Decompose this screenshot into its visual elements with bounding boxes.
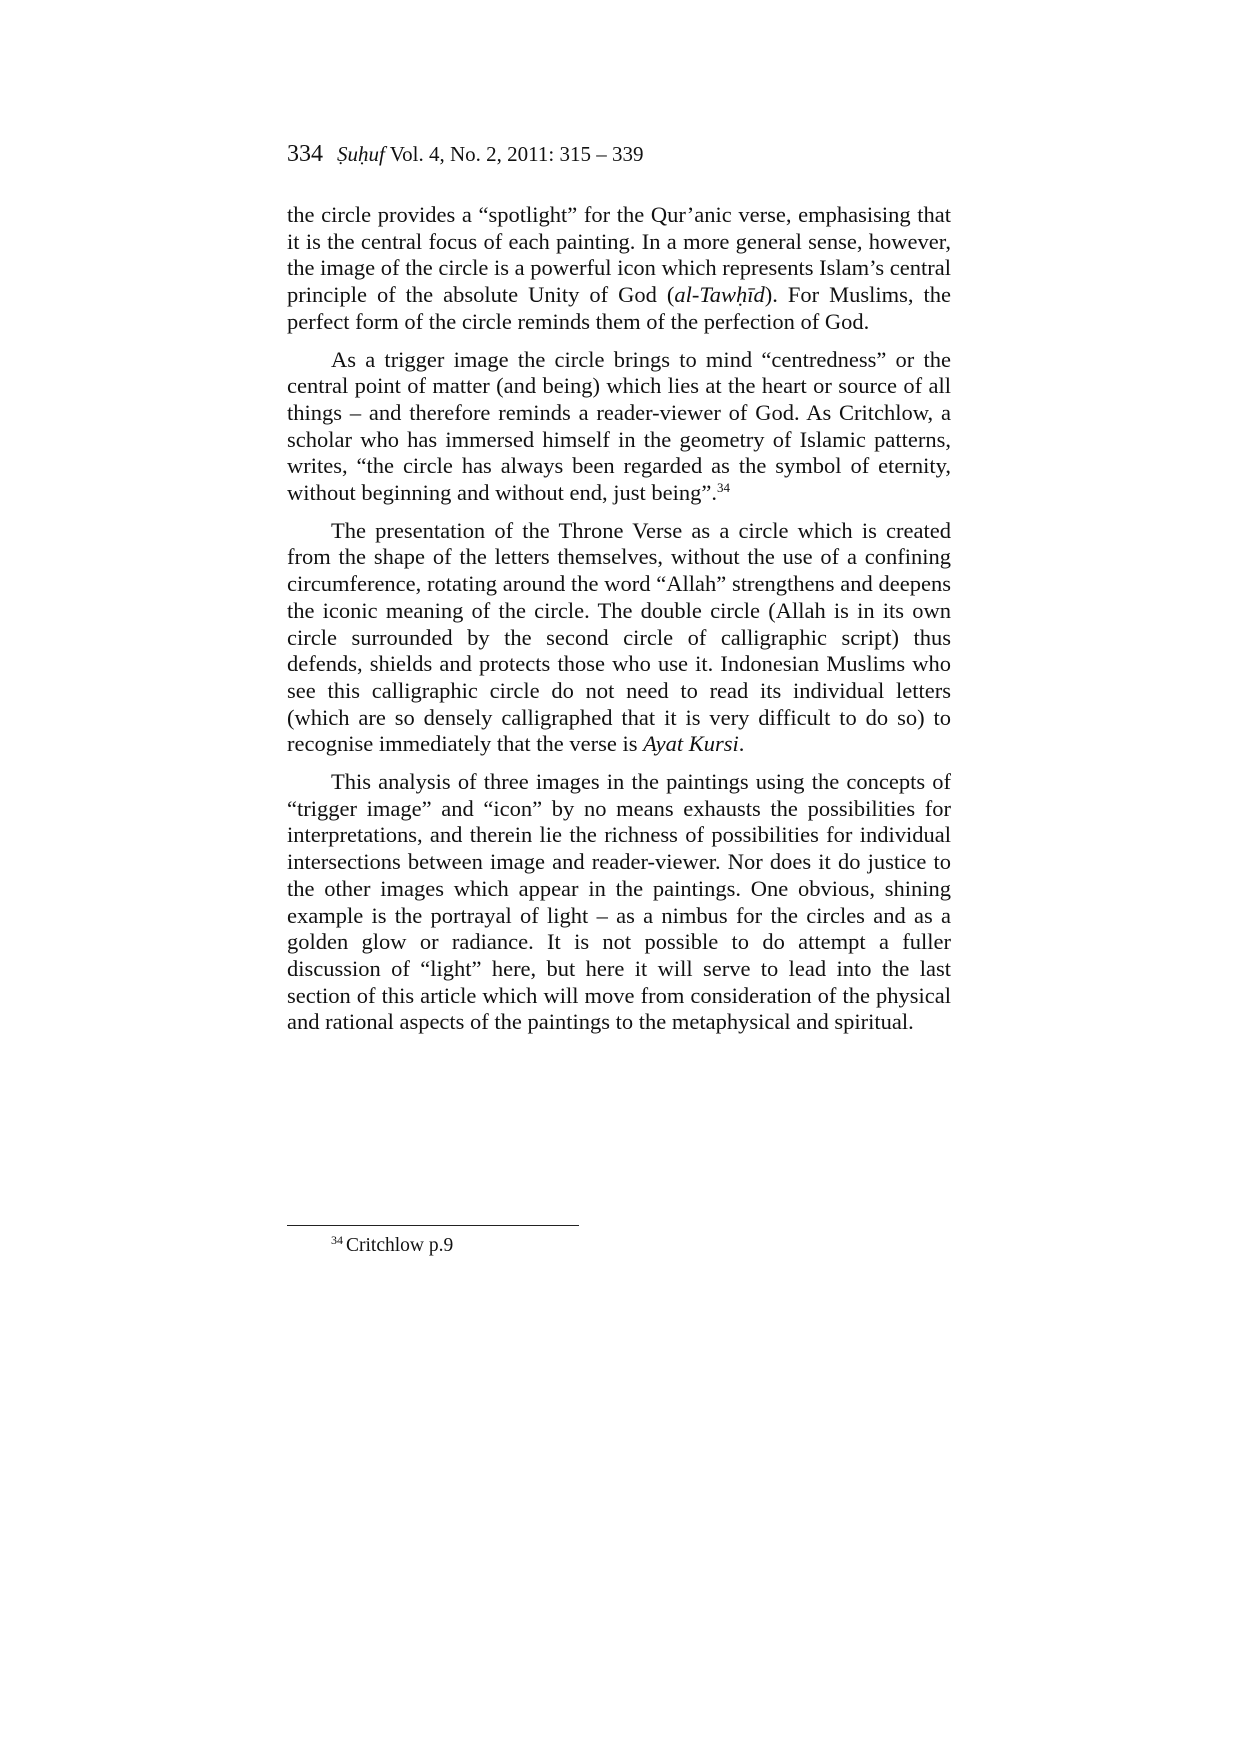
- journal-citation: Vol. 4, No. 2, 2011: 315 – 339: [389, 142, 644, 166]
- italic-term-al-tawhid: al-Tawḥīd: [674, 282, 765, 308]
- paragraph-1: [287, 202, 951, 336]
- paragraph-2-text: As a trigger image the circle brings to mind “centredness” or the central point of matter (and being) which lies at the heart or source of all things – and therefore reminds a reader-viewer of God. As Critchlow, a scholar who has immersed himself in the geometry of Islamic patterns, writes, “the circle has always been regarded as the symbol of eternity, without beginning and without end, just being”.: [287, 346, 951, 506]
- page-number: 334: [287, 141, 323, 167]
- footnote-divider: [287, 1225, 579, 1226]
- paragraph-3: [287, 518, 951, 758]
- italic-term-ayat-kursi: Ayat Kursi: [643, 731, 739, 757]
- main-text: [287, 202, 951, 1047]
- paragraph-3-text: The presentation of the Throne Verse as a circle which is created from the shape of the letters themselves, without the use of a confining circumference, rotating around the word “Allah” strengthens and deepens the iconic meaning of the circle. The double circle (Allah is in its own circle surrounded by the second circle of calligraphic script) thus defends, shields and protects those who use it. Indonesian Muslims who see this calligraphic circle do not need to read its individual letters (which are so densely calligraphed that it is very difficult to do so) to recognise immediately that the verse is: [287, 517, 951, 757]
- paragraph-1-text-end: ). For Muslims, the perfect form of the circle reminds them of the perfection of God.: [287, 282, 951, 334]
- paragraph-3-text-end: .: [738, 731, 745, 757]
- running-header: [287, 141, 643, 167]
- paragraph-4-text: This analysis of three images in the paintings using the concepts of “trigger image” and “icon” by no means exhausts the possibilities for interpretations, and therein lie the richness of possibilities for individual intersections between image and reader-viewer. Nor does it do justice to the other images which appear in the paintings. One obvious, shining example is the portrayal of light – as a nimbus for the circles and as a golden glow or radiance. It is not possible to do attempt a fuller discussion of “light” here, but here it will serve to lead into the last section of this article which will move from consideration of the physical and rational aspects of the paintings to the metaphysical and spiritual.: [287, 769, 951, 1035]
- paragraph-2: [287, 347, 951, 507]
- footnote-reference: 34: [716, 480, 730, 496]
- journal-name: Ṣuḥuf: [337, 142, 385, 166]
- footnote-number: 34: [331, 1233, 343, 1247]
- paragraph-4: [287, 769, 951, 1036]
- footnote-text: Critchlow p.9: [346, 1235, 454, 1256]
- footnote: [331, 1234, 453, 1258]
- paragraph-1-text: the circle provides a “spotlight” for the Qur’anic verse, emphasising that it is the central focus of each painting. In a more general sense, however, the image of the circle is a powerful icon which represents Islam’s central principle of the absolute Unity of God (: [287, 202, 951, 308]
